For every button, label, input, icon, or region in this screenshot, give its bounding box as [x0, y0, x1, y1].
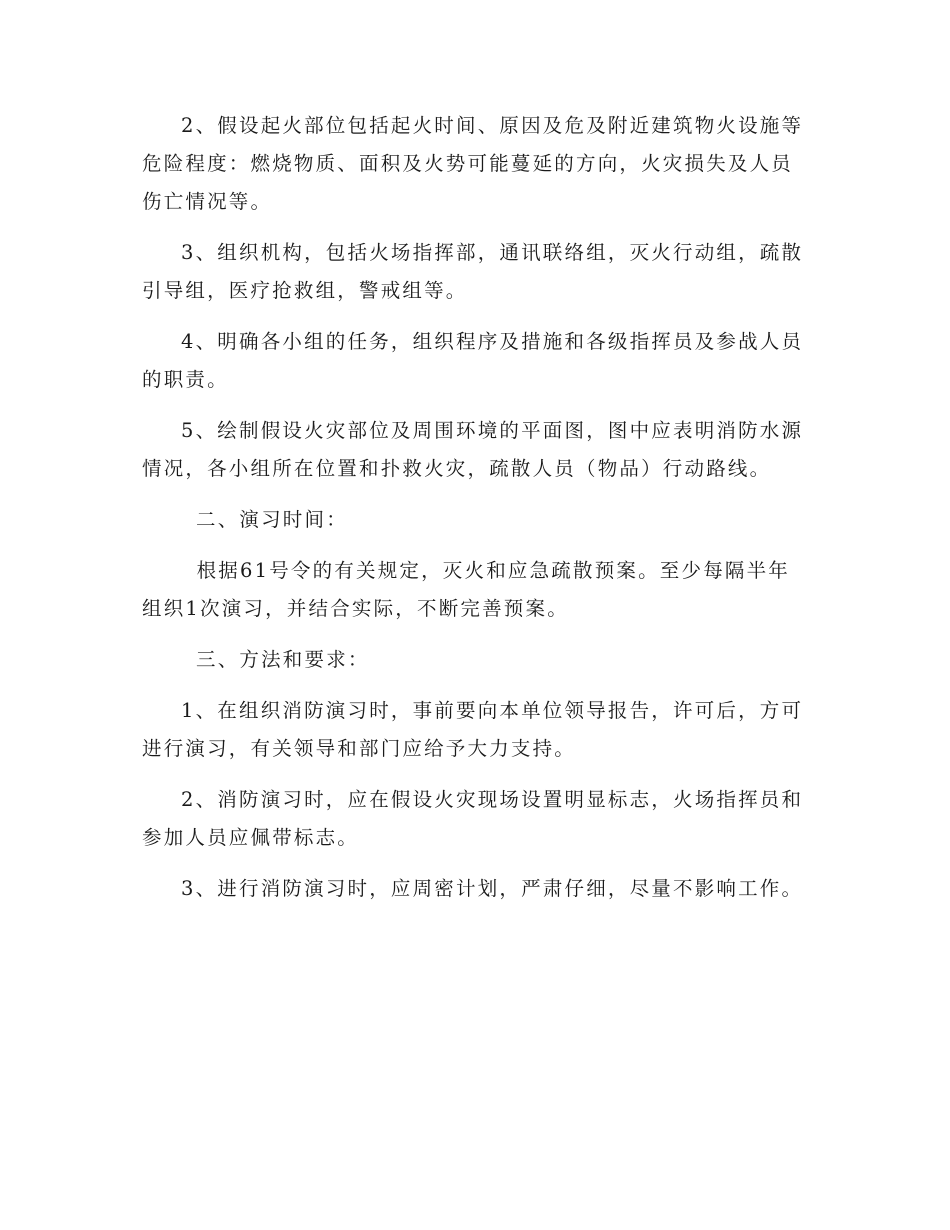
paragraph-careful-planning: 3、进行消防演习时，应周密计划，严肃仔细，尽量不影响工作。 — [181, 877, 804, 900]
paragraph-fire-scenario: 2、假设起火部位包括起火时间、原因及危及附近建筑物火设施等危险程度：燃烧物质、面积及火势可能蔓延的方向，火灾损失及人员伤亡情况等。 — [142, 114, 804, 213]
paragraph-floor-plan: 5、绘制假设火灾部位及周围环境的平面图，图中应表明消防水源情况，各小组所在位置和扑救火灾，疏散人员（物品）行动路线。 — [142, 419, 804, 480]
paragraph-site-markings: 2、消防演习时，应在假设火灾现场设置明显标志，火场指挥员和参加人员应佩带标志。 — [142, 788, 804, 849]
paragraph-organization: 3、组织机构，包括火场指挥部，通讯联络组，灭火行动组，疏散引导组，医疗抢救组，警戒组等。 — [142, 241, 804, 302]
section-heading-methods: 三、方法和要求： — [196, 648, 370, 671]
paragraph-report-approval: 1、在组织消防演习时，事前要向本单位领导报告，许可后，方可进行演习，有关领导和部门应给予大力支持。 — [142, 699, 804, 760]
paragraph-group-duties: 4、明确各小组的任务，组织程序及措施和各级指挥员及参战人员的职责。 — [142, 330, 804, 391]
paragraph-drill-frequency: 根据61号令的有关规定，灭火和应急疏散预案。至少每隔半年组织1次演习，并结合实际，不断完善预案。 — [142, 559, 791, 620]
document-body — [142, 107, 806, 908]
section-heading-drill-time: 二、演习时间： — [196, 508, 348, 531]
